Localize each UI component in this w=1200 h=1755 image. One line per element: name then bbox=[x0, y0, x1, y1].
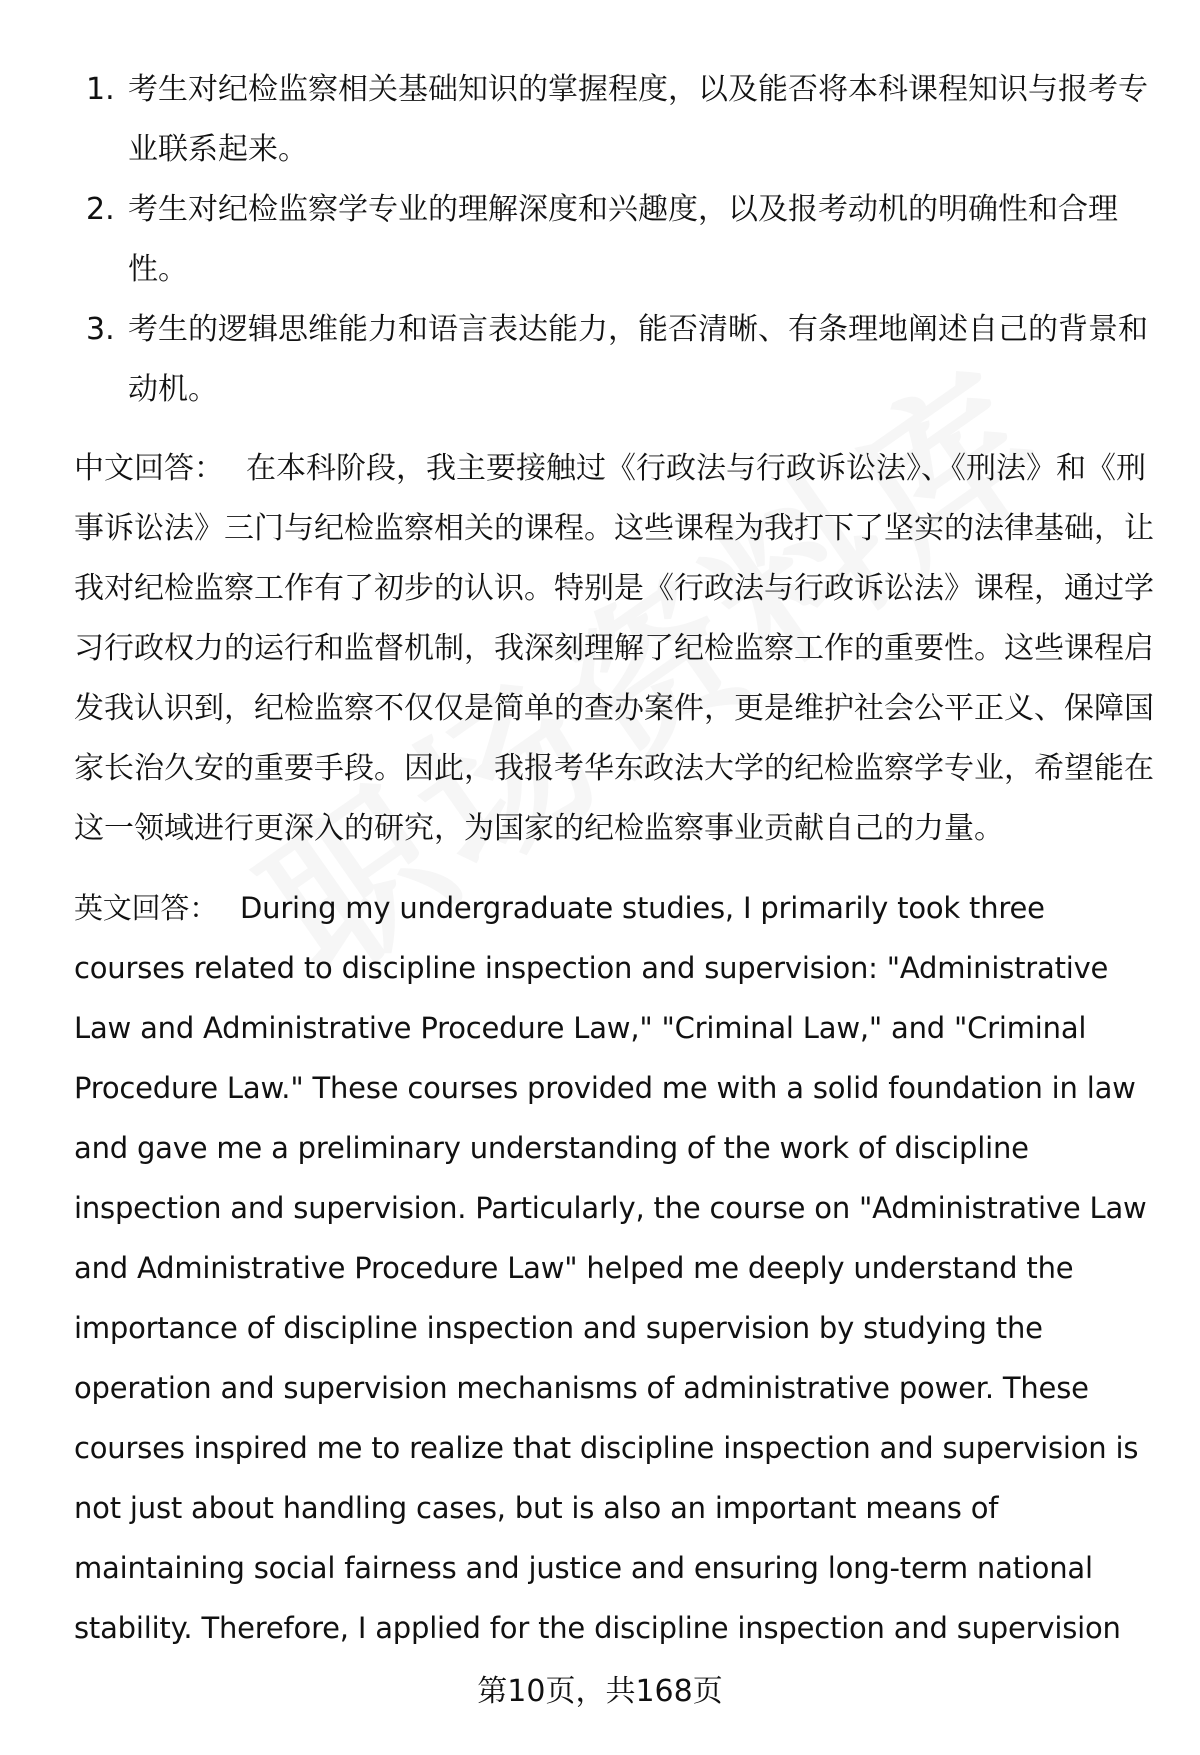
list-item bbox=[74, 60, 1154, 180]
list-item-number: 1. bbox=[86, 72, 115, 107]
chinese-answer-label: 中文回答： bbox=[74, 451, 224, 486]
chinese-answer-text: 在本科阶段，我主要接触过《行政法与行政诉讼法》、《刑法》和《刑事诉讼法》三门与纪检监察相关的课程。这些课程为我打下了坚实的法律基础，让我对纪检监察工作有了初步的认识。特别是《行政法与行政诉讼法》课程，通过学习行政权力的运行和监督机制，我深刻理解了纪检监察工作的重要性。这些课程启发我认识到，纪检监察不仅仅是简单的查办案件，更是维护社会公平正义、保障国家长治久安的重要手段。因此，我报考华东政法大学的纪检监察学专业，希望能在这一领域进行更深入的研究，为国家的纪检监察事业贡献自己的力量。 bbox=[74, 451, 1154, 846]
english-answer-label: 英文回答： bbox=[74, 891, 219, 925]
list-item bbox=[74, 180, 1154, 300]
english-answer-paragraph bbox=[74, 878, 1154, 1658]
list-item-text: 考生对纪检监察学专业的理解深度和兴趣度，以及报考动机的明确性和合理性。 bbox=[128, 192, 1118, 287]
list-item-text: 考生的逻辑思维能力和语言表达能力，能否清晰、有条理地阐述自己的背景和动机。 bbox=[128, 312, 1148, 407]
page-number-footer: 第10页，共168页 bbox=[477, 1674, 723, 1709]
list-item bbox=[74, 300, 1154, 420]
chinese-answer-paragraph bbox=[74, 439, 1154, 859]
page-content bbox=[74, 60, 1154, 1658]
list-item-number: 3. bbox=[86, 312, 115, 347]
criteria-list bbox=[74, 60, 1154, 420]
list-item-text: 考生对纪检监察相关基础知识的掌握程度，以及能否将本科课程知识与报考专业联系起来。 bbox=[128, 72, 1148, 167]
list-item-number: 2. bbox=[86, 192, 115, 227]
english-answer-text: During my undergraduate studies, I primarily took three courses related to discipline inspection and supervision: "Administrative Law and Administrative Procedure Law," "Criminal Law," and "Criminal Procedure Law." These courses provided me with a solid foundation in law and gave me a preliminary understanding of the work of discipline inspection and supervision. Particularly, the course on "Administrative Law and Administrative Procedure Law" helped me deeply understand the importance of discipline inspection and supervision by studying the operation and supervision mechanisms of administrative power. These courses inspired me to realize that discipline inspection and supervision is not just about handling cases, but is also an important means of maintaining social fairness and justice and ensuring long-term national stability. Therefore, I applied for the discipline inspection and supervision bbox=[74, 891, 1147, 1645]
